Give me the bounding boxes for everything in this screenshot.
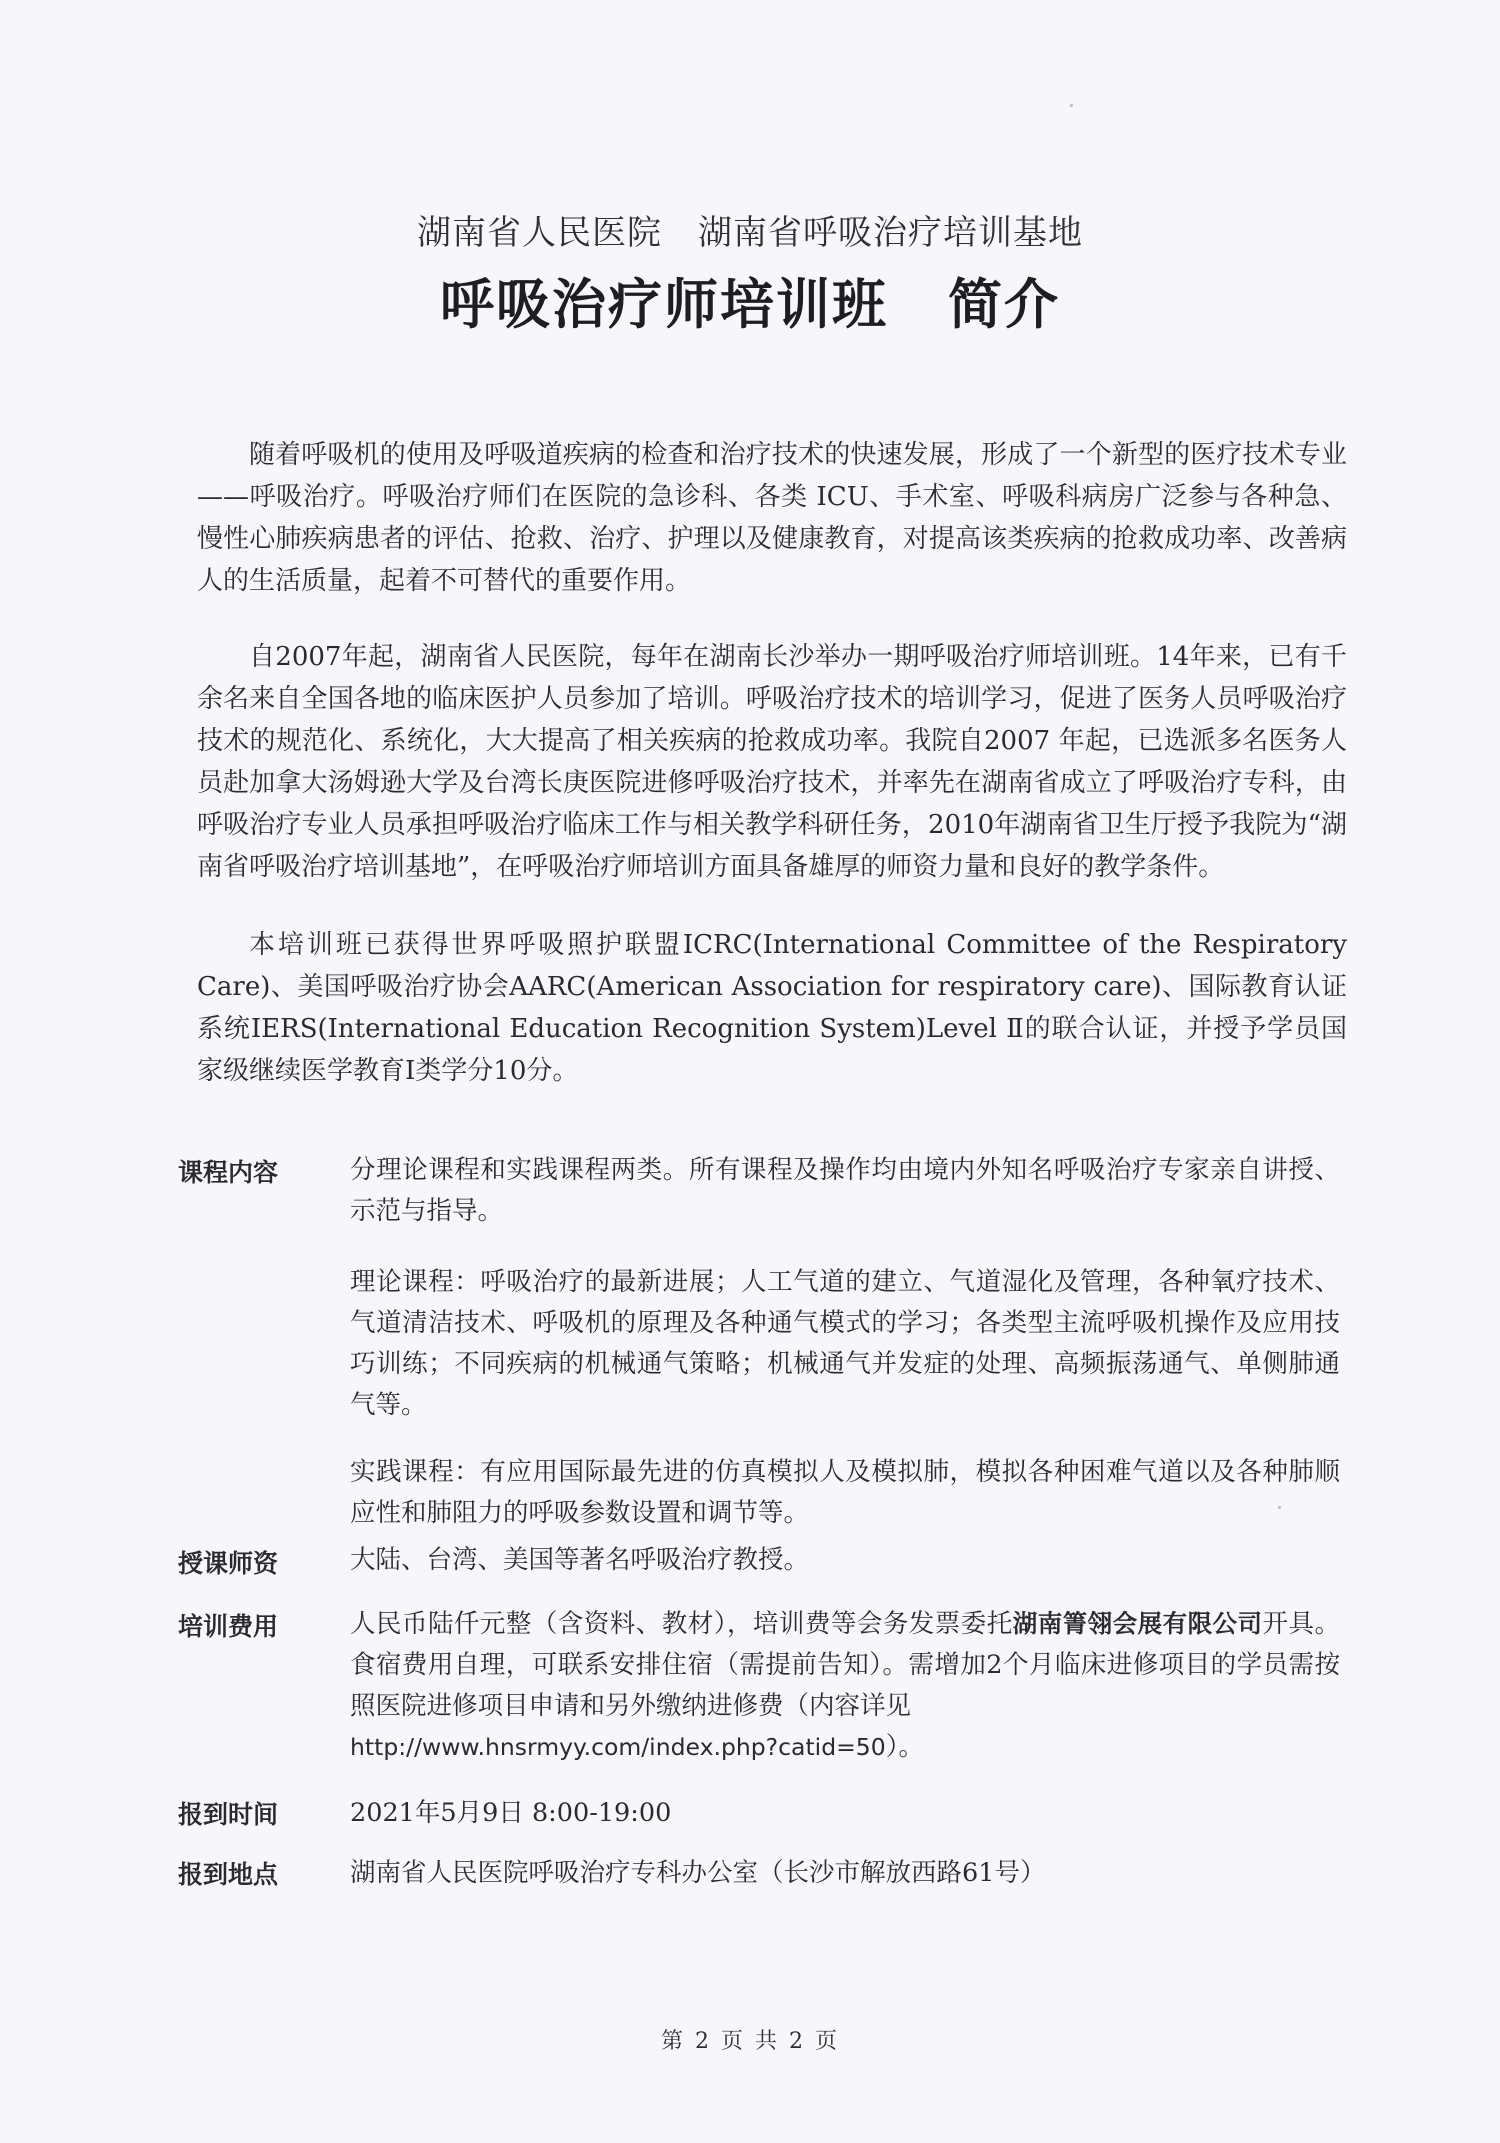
footer-word: 共 [755, 2029, 780, 2054]
teachers-text: 大陆、台湾、美国等著名呼吸治疗教授。 [350, 1545, 810, 1575]
check-in-time-text: 2021年5月9日 8:00-19:00 [350, 1798, 672, 1828]
intro-paragraph-3: 本培训班已获得世界呼吸照护联盟ICRC(International Committee of the Respiratory Care)、美国呼吸治疗协会AARC(American Association for respiratory care)、国际教育认证系统IERS(International Education Recognition System)Level Ⅱ的联合认证，并授予学员国家级继续医学教育Ⅰ类学分10分。 [197, 930, 1347, 1086]
total-pages: 2 [789, 2029, 806, 2054]
course-content-intro: 分理论课程和实践课程两类。所有课程及操作均由境内外知名呼吸治疗专家亲自讲授、示范与指导。 [350, 1155, 1340, 1226]
check-in-place-text: 湖南省人民医院呼吸治疗专科办公室（长沙市解放西路61号） [350, 1858, 1046, 1888]
check-in-time-label: 报到时间 [178, 1800, 279, 1829]
fee-url-link[interactable]: http://www.hnsrmyy.com/index.php?catid=50 [350, 1733, 886, 1761]
document-title [0, 262, 1500, 339]
institution-name: 湖南省人民医院 [417, 213, 662, 253]
intro-paragraph-2: 自2007年起，湖南省人民医院，每年在湖南长沙举办一期呼吸治疗师培训班。14年来，已有千余名来自全国各地的临床医护人员参加了培训。呼吸治疗技术的培训学习，促进了医务人员呼吸治疗技术的规范化、系统化，大大提高了相关疾病的抢救成功率。我院自2007 年起，已选派多名医务人员赴加拿大汤姆逊大学及台湾长庚医院进修呼吸治疗技术，并率先在湖南省成立了呼吸治疗专科，由呼吸治疗专业人员承担呼吸治疗临床工作与相关教学科研任务，2010年湖南省卫生厅授予我院为“湖南省呼吸治疗培训基地”，在呼吸治疗师培训方面具备雄厚的师资力量和良好的教学条件。 [197, 642, 1347, 882]
training-base-name: 湖南省呼吸治疗培训基地 [698, 213, 1083, 253]
check-in-place-label: 报到地点 [178, 1860, 279, 1889]
scan-speck [1070, 104, 1073, 107]
course-content-theory: 理论课程：呼吸治疗的最新进展；人工气道的建立、气道湿化及管理，各种氧疗技术、气道清洁技术、呼吸机的原理及各种通气模式的学习；各类型主流呼吸机操作及应用技巧训练；不同疾病的机械通气策略；机械通气并发症的处理、高频振荡通气、单侧肺通气等。 [350, 1267, 1340, 1420]
title-suffix: 简介 [948, 273, 1060, 336]
fee-text-a: 人民币陆仟元整（含资料、教材），培训费等会务发票委托 [350, 1609, 1013, 1639]
page-number: 2 [694, 2029, 711, 2054]
teachers-label: 授课师资 [178, 1549, 279, 1578]
intro-paragraph-1: 随着呼吸机的使用及呼吸道疾病的检查和治疗技术的快速发展，形成了一个新型的医疗技术专业——呼吸治疗。呼吸治疗师们在医院的急诊科、各类 ICU、手术室、呼吸科病房广泛参与各种急、慢性心肺疾病患者的评估、抢救、治疗、护理以及健康教育，对提高该类疾病的抢救成功率、改善病人的生活质量，起着不可替代的重要作用。 [197, 440, 1347, 596]
fee-text [350, 1603, 1340, 1768]
fee-label: 培训费用 [178, 1612, 279, 1641]
document-subheader [0, 205, 1500, 254]
footer-word: 页 [815, 2029, 840, 2054]
course-content-practice: 实践课程：有应用国际最先进的仿真模拟人及模拟肺，模拟各种困难气道以及各种肺顺应性和肺阻力的呼吸参数设置和调节等。 [350, 1457, 1340, 1528]
fee-text-b: 开具。食宿费用自理，可联系安排住宿（需提前告知）。需增加2个月临床进修项目的学员需按照医院进修项目申请和另外缴纳进修费（内容详见 [350, 1609, 1340, 1721]
scan-speck [1278, 1506, 1281, 1509]
fee-text-c: ）。 [885, 1732, 924, 1762]
footer-word: 页 [720, 2029, 745, 2054]
title-main: 呼吸治疗师培训班 [440, 273, 888, 336]
footer-word: 第 [660, 2029, 685, 2054]
fee-company: 湖南箐翎会展有限公司 [1012, 1609, 1263, 1638]
page-footer [0, 2024, 1500, 2055]
course-content-label: 课程内容 [178, 1158, 279, 1187]
